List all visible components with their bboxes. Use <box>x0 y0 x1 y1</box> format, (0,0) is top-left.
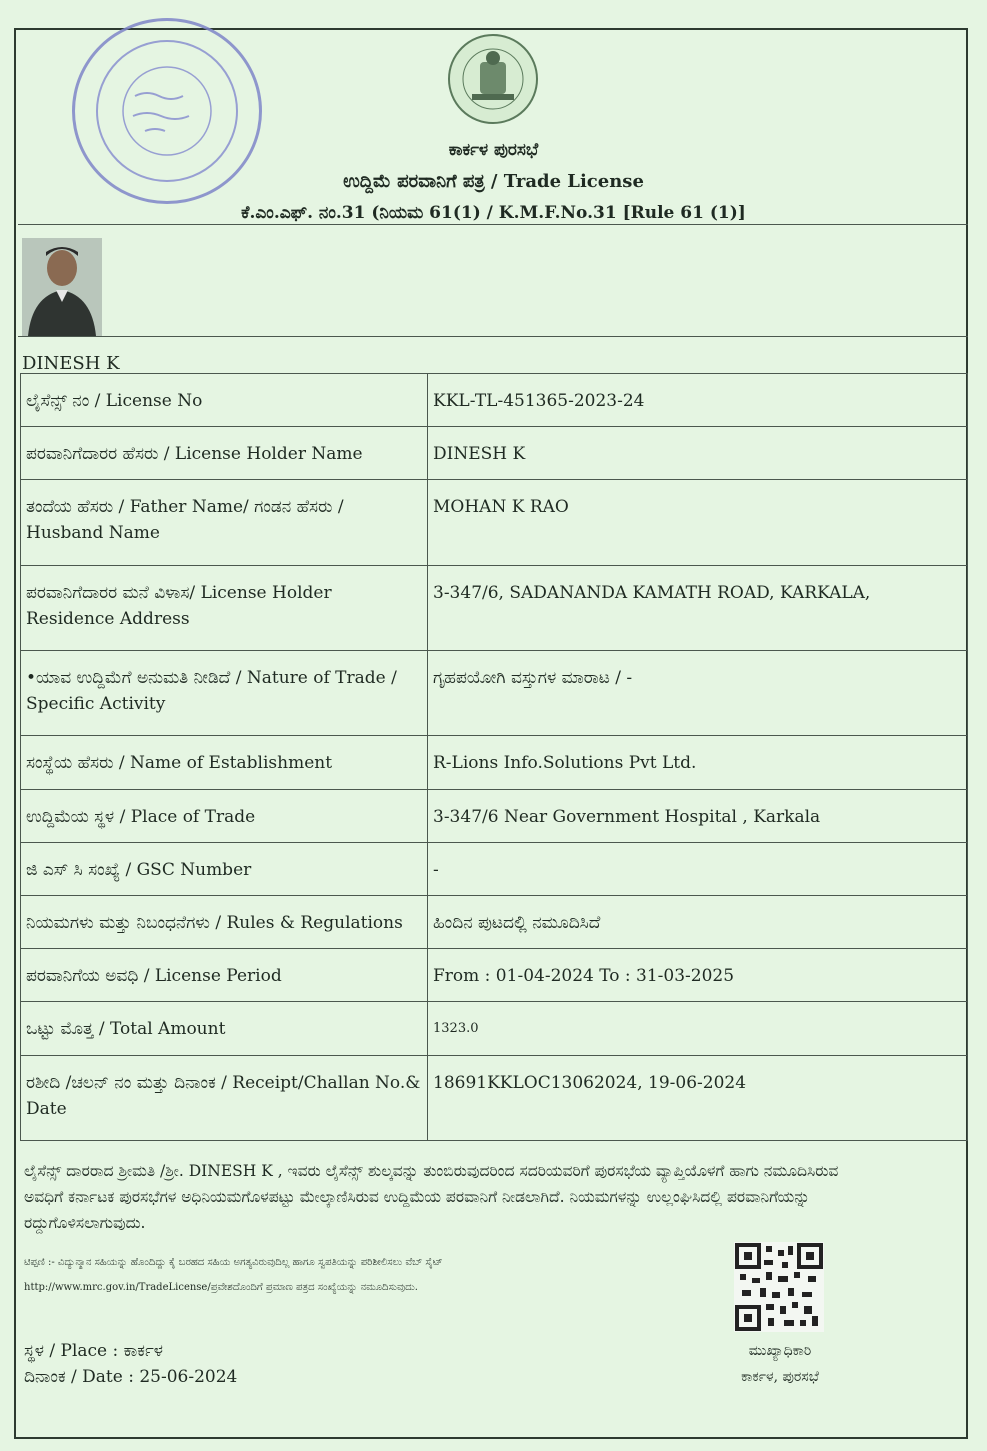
row-label: ನಿಯಮಗಳು ಮತ್ತು ನಿಬಂಧನೆಗಳು / Rules & Regulations <box>21 896 428 949</box>
divider <box>18 336 968 337</box>
row-label: ತಂದೆಯ ಹೆಸರು / Father Name/ ಗಂಡನ ಹೆಸರು / Husband Name <box>21 480 428 565</box>
document-title: ಉದ್ದಿಮೆ ಪರವಾನಿಗೆ ಪತ್ರ / Trade License <box>343 171 644 192</box>
table-row <box>21 789 968 842</box>
row-value: MOHAN K RAO <box>428 480 968 565</box>
row-value: ಹಿಂದಿನ ಪುಟದಲ್ಲಿ ನಮೂದಿಸಿದೆ <box>428 896 968 949</box>
place-date-block <box>24 1338 237 1390</box>
license-holder-photo-icon <box>22 238 102 336</box>
row-value: R-Lions Info.Solutions Pvt Ltd. <box>428 736 968 789</box>
karnataka-emblem-icon <box>446 32 540 126</box>
place-line: ಸ್ಥಳ / Place : ಕಾರ್ಕಳ <box>24 1341 163 1361</box>
row-value: 1323.0 <box>428 1002 968 1055</box>
row-label: ಸಂಸ್ಥೆಯ ಹೆಸರು / Name of Establishment <box>21 736 428 789</box>
row-label: ರಶೀದಿ /ಚಲನ್ ನಂ ಮತ್ತು ದಿನಾಂಕ / Receipt/Challan No.& Date <box>21 1055 428 1140</box>
table-row <box>21 1055 968 1140</box>
row-value: ಗೃಹಪಯೋಗಿ ವಸ್ತುಗಳ ಮಾರಾಟ / - <box>428 651 968 736</box>
row-label: ಪರವಾನಿಗೆದಾರರ ಮನೆ ವಿಳಾಸ/ License Holder Residence Address <box>21 565 428 650</box>
row-value: 18691KKLOC13062024, 19-06-2024 <box>428 1055 968 1140</box>
table-row <box>21 480 968 565</box>
qr-code-icon <box>734 1242 824 1332</box>
holder-name: DINESH K <box>22 353 120 374</box>
table-row <box>21 842 968 895</box>
note-text: ಟಿಪ್ಪಣಿ :- ವಿದ್ಯುನ್ಮಾನ ಸಹಿಯನ್ನು ಹೊಂದಿದ್ದು ಕೈ ಬರಹದ ಸಹಿಯ ಅಗತ್ಯವಿರುವುದಿಲ್ಲ ಹಾಗೂ ಸ್ವಪತಿಯನ್ನು ಪರಿಶೀಲಿಸಲು ವೆಬ್ ಸೈಟ್ http://www.mrc.gov.in/TradeLicense/ಪ್ರವೇಶದೊಂದಿಗೆ ಪ್ರಮಾಣ ಪತ್ರದ ಸಂಖ್ಯೆಯನ್ನು ನಮೂದಿಸುವುದು. <box>24 1257 443 1293</box>
table-row <box>21 949 968 1002</box>
officer-office: ಕಾರ್ಕಳ, ಪುರಸಭೆ <box>741 1369 819 1385</box>
officer-title: ಮುಖ್ಯಾಧಿಕಾರಿ <box>748 1343 812 1359</box>
row-label: ಪರವಾನಿಗೆಯ ಅವಧಿ / License Period <box>21 949 428 1002</box>
form-reference: ಕೆ.ಎಂ.ಎಫ್. ನಂ.31 (ನಿಯಮ 61(1) / K.M.F.No.31 [Rule 61 (1)] <box>241 203 746 223</box>
table-row <box>21 651 968 736</box>
table-row <box>21 565 968 650</box>
row-value: KKL-TL-451365-2023-24 <box>428 374 968 427</box>
row-label: ಪರವಾನಿಗೆದಾರರ ಹೆಸರು / License Holder Name <box>21 427 428 480</box>
table-row <box>21 374 968 427</box>
table-row <box>21 1002 968 1055</box>
row-value: 3-347/6 Near Government Hospital , Karkala <box>428 789 968 842</box>
row-label: ಒಟ್ಟು ಮೊತ್ತ / Total Amount <box>21 1002 428 1055</box>
row-label: ಉದ್ದಿಮೆಯ ಸ್ಥಳ / Place of Trade <box>21 789 428 842</box>
declaration-text: ಲೈಸೆನ್ಸ್ ದಾರರಾದ ಶ್ರೀಮತಿ /ಶ್ರೀ. DINESH K , ಇವರು ಲೈಸೆನ್ಸ್ ಶುಲ್ಕವನ್ನು ತುಂಬಿರುವುದರಿಂದ ಸದರಿಯವರಿಗೆ ಪುರಸಭೆಯ ವ್ಯಾಪ್ತಿಯೊಳಗೆ ಹಾಗು ನಮೂದಿಸಿರುವ ಅವಧಿಗೆ ಕರ್ನಾಟಕ ಪುರಸಭೆಗಳ ಅಧಿನಿಯಮಗೊಳಪಟ್ಟು ಮೇಲ್ಕಾಣಿಸಿರುವ ಉದ್ದಿಮೆಯ ಪರವಾನಿಗೆ ನೀಡಲಾಗಿದೆ. ನಿಯಮಗಳನ್ನು ಉಲ್ಲಂಘಿಸಿದಲ್ಲಿ ಪರವಾನಿಗೆಯನ್ನು ರದ್ದುಗೊಳಿಸಲಾಗುವುದು. <box>24 1162 839 1232</box>
municipality-name: ಕಾರ್ಕಳ ಪುರಸಭೆ <box>448 140 539 160</box>
table-row <box>21 896 968 949</box>
row-value: 3-347/6, SADANANDA KAMATH ROAD, KARKALA, <box>428 565 968 650</box>
row-label: ಜಿ ಎಸ್ ಸಿ ಸಂಖ್ಯೆ / GSC Number <box>21 842 428 895</box>
row-label: •ಯಾವ ಉದ್ದಿಮೆಗೆ ಅನುಮತಿ ನೀಡಿದೆ / Nature of Trade / Specific Activity <box>21 651 428 736</box>
row-value: From : 01-04-2024 To : 31-03-2025 <box>428 949 968 1002</box>
table-row <box>21 427 968 480</box>
license-details-table <box>20 373 968 1141</box>
date-line: ದಿನಾಂಕ / Date : 25-06-2024 <box>24 1367 238 1387</box>
table-row <box>21 736 968 789</box>
signatory-block <box>710 1338 850 1390</box>
row-value: - <box>428 842 968 895</box>
row-value: DINESH K <box>428 427 968 480</box>
divider <box>18 224 968 225</box>
row-label: ಲೈಸೆನ್ಸ್ ನಂ / License No <box>21 374 428 427</box>
